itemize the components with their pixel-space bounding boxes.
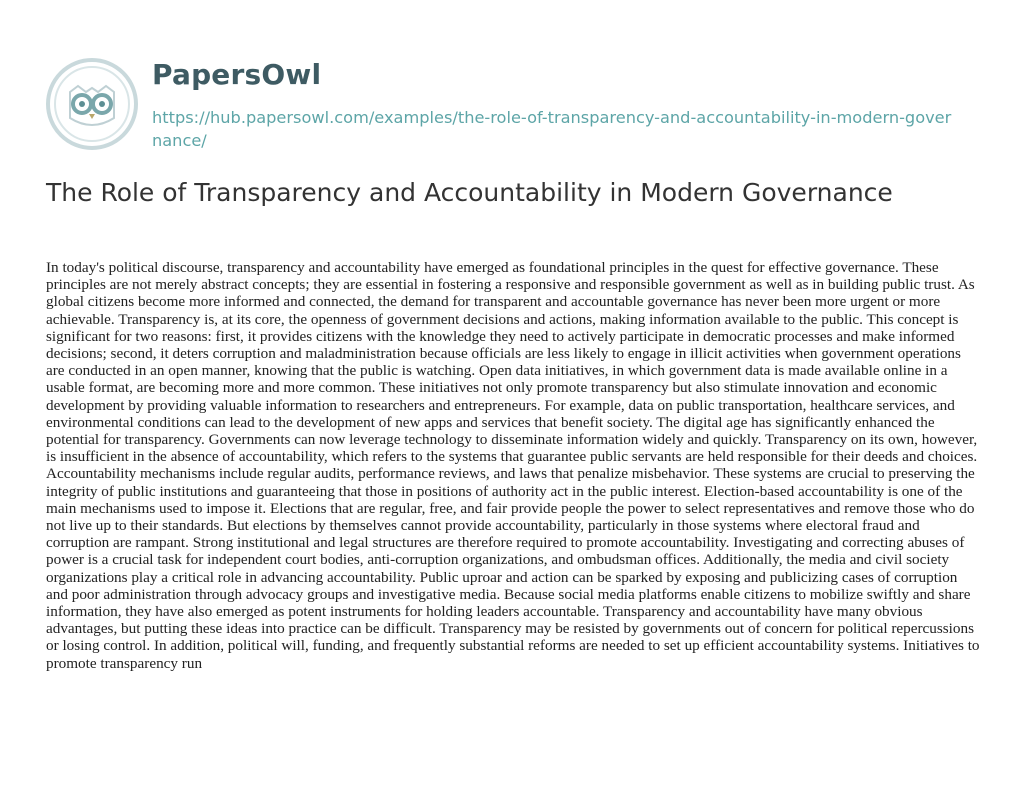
document-body: In today's political discourse, transparency and accountability have emerged as foundational principles in the quest for effective governance. These principles are not merely abstract concepts; they are essential in fostering a responsive and responsible government as well as in building public trust. As global citizens become more informed and connected, the demand for transparent and accountable governance has never been more urgent or more achievable. Transparency is, at its core, the openness of government decisions and actions, making information available to the public. This concept is significant for two reasons: first, it provides citizens with the knowledge they need to actively participate in democratic processes and make informed decisions; second, it deters corruption and maladministration because officials are less likely to engage in illicit activities when government operations are conducted in an open manner, knowing that the public is watching. Open data initiatives, in which government data is made available online in a usable format, are becoming more and more common. These initiatives not only promote transparency but also stimulate innovation and economic development by providing valuable information to researchers and entrepreneurs. For example, data on public transportation, healthcare services, and environmental conditions can lead to the development of new apps and services that benefit society. The digital age has significantly enhanced the potential for transparency. Governments can now leverage technology to disseminate information widely and quickly. Transparency on its own, however, is insufficient in the absence of accountability, which refers to the systems that guarantee public servants are held responsible for their deeds and choices. Accountability mechanisms include regular audits, performance reviews, and laws that penalize misbehavior. These systems are crucial to preserving the integrity of public institutions and guaranteeing that those in positions of authority act in the public interest. Election-based accountability is one of the main mechanisms used to impose it. Elections that are regular, free, and fair provide people the power to select representatives and remove those who do not live up to their standards. But elections by themselves cannot provide accountability, particularly in those systems where electoral fraud and corruption are rampant. Strong institutional and legal structures are therefore required to promote accountability. Investigating and correcting abuses of power is a crucial task for independent court bodies, anti-corruption organizations, and ombudsman offices. Additionally, the media and civil society organizations play a critical role in advancing accountability. Public uproar and action can be sparked by exposing and publicizing cases of corruption and poor administration through advocacy groups and investigative media. Because social media platforms enable citizens to mobilize swiftly and share information, they have also emerged as potent instruments for holding leaders accountable. Transparency and accountability have many obvious advantages, but putting these ideas into practice can be difficult. Transparency may be resisted by governments out of concern for political repercussions or losing control. In addition, political will, funding, and frequently substantial reforms are needed to set up efficient accountability systems. Initiatives to promote transparency run — [46, 259, 980, 672]
page-header — [46, 52, 986, 152]
document-title: The Role of Transparency and Accountability in Modern Governance — [46, 178, 893, 207]
brand-name: PapersOwl — [152, 58, 322, 91]
source-url-link[interactable]: https://hub.papersowl.com/examples/the-role-of-transparency-and-accountability-in-modern-governance/ — [152, 108, 952, 150]
owl-logo-icon — [46, 58, 138, 150]
